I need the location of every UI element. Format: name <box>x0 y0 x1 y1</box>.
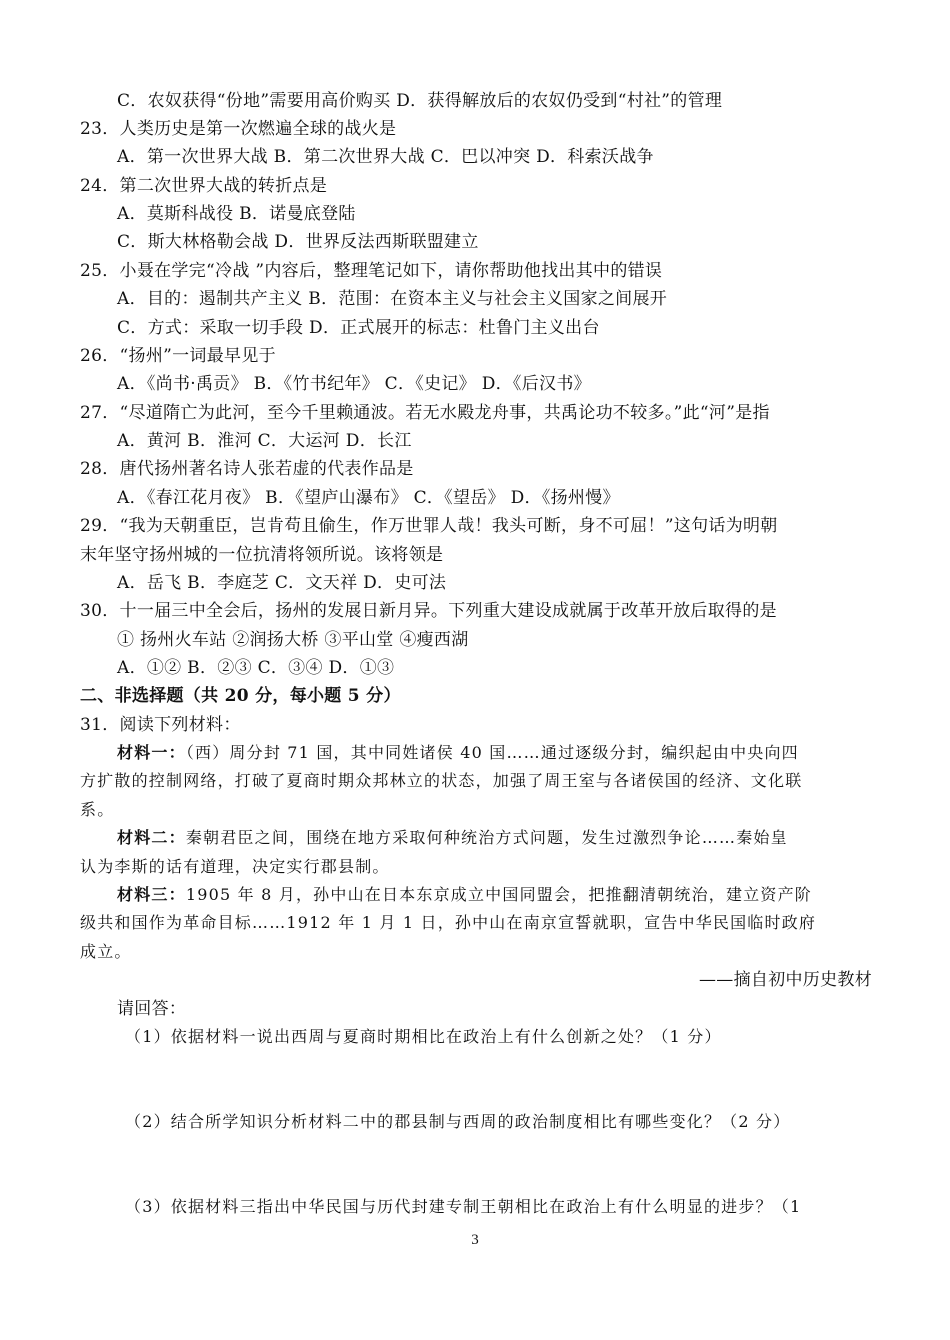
material-1-line-2: 方扩散的控制网络，打破了夏商时期众邦林立的状态，加强了周王室与各诸侯国的经济、文化联 <box>80 771 803 790</box>
q23-stem: 23．人类历史是第一次燃遍全球的战火是 <box>80 119 397 139</box>
q23-options: A．第一次世界大战 B．第二次世界大战 C．巴以冲突 D．科索沃战争 <box>117 147 654 167</box>
q29-options: A．岳飞 B．李庭芝 C．文天祥 D．史可法 <box>117 573 447 593</box>
sub-question-3: （3）依据材料三指出中华民国与历代封建专制王朝相比在政治上有什么明显的进步？（1 <box>125 1197 802 1216</box>
q28-options: A．《春江花月夜》 B．《望庐山瀑布》 C．《望岳》 D．《扬州慢》 <box>117 488 620 508</box>
q24-options-ab: A．莫斯科战役 B．诺曼底登陆 <box>117 204 356 224</box>
material-3-label: 材料三： <box>117 885 186 904</box>
material-2-line-2: 认为李斯的话有道理，决定实行郡县制。 <box>80 857 390 876</box>
q25-options-cd: C．方式：采取一切手段 D．正式展开的标志：杜鲁门主义出台 <box>117 318 600 338</box>
q29-stem: 29．“我为天朝重臣，岂肯苟且偷生，作万世罪人哉！我头可断，身不可屈！”这句话为明朝 <box>80 516 778 536</box>
material-3-line-2: 级共和国作为革命目标……1912 年 1 月 1 日，孙中山在南京宣誓就职，宣告中华民国临时政府 <box>80 913 817 932</box>
material-3-line-3: 成立。 <box>80 942 132 961</box>
section-heading: 二、非选择题（共 20 分，每小题 5 分） <box>80 686 401 706</box>
material-2-line-1 <box>117 828 917 848</box>
q30-stem: 30．十一届三中全会后，扬州的发展日新月异。下列重大建设成就属于改革开放后取得的是 <box>80 601 777 621</box>
q28-stem: 28．唐代扬州著名诗人张若虚的代表作品是 <box>80 459 414 479</box>
q24-options-cd: C．斯大林格勒会战 D．世界反法西斯联盟建立 <box>117 232 479 252</box>
q26-options: A．《尚书·禹贡》 B．《竹书纪年》 C．《史记》 D．《后汉书》 <box>117 374 591 394</box>
material-1-text: （西）周分封 71 国，其中同姓诸侯 40 国……通过逐级分封，编织起由中央向四 <box>185 743 799 762</box>
source-citation: ——摘自初中历史教材 <box>699 970 872 990</box>
q30-options: A．①② B．②③ C．③④ D．①③ <box>117 658 395 678</box>
q31-stem: 31．阅读下列材料： <box>80 715 241 735</box>
q22-options-cd: C．农奴获得“份地”需要用高价购买 D．获得解放后的农奴仍受到“村社”的管理 <box>117 91 723 111</box>
q25-stem: 25．小聂在学完“冷战 ”内容后，整理笔记如下，请你帮助他找出其中的错误 <box>80 261 663 281</box>
q26-stem: 26．“扬州”一词最早见于 <box>80 346 276 366</box>
sub-question-1: （1）依据材料一说出西周与夏商时期相比在政治上有什么创新之处？（1 分） <box>125 1027 722 1046</box>
q27-options: A．黄河 B．淮河 C．大运河 D．长江 <box>117 431 412 451</box>
material-1-line-3: 系。 <box>80 800 115 819</box>
material-1-line-1 <box>117 743 917 763</box>
q29-stem-cont: 末年坚守扬州城的一位抗清将领所说。该将领是 <box>80 545 444 565</box>
page-number: 3 <box>471 1232 479 1248</box>
material-3-line-1 <box>117 885 917 905</box>
q24-stem: 24．第二次世界大战的转折点是 <box>80 176 328 196</box>
material-3-text: 1905 年 8 月，孙中山在日本东京成立中国同盟会，把推翻清朝统治，建立资产阶 <box>185 885 812 904</box>
q30-items: ① 扬州火车站 ②润扬大桥 ③平山堂 ④瘦西湖 <box>117 630 469 650</box>
sub-question-2: （2）结合所学知识分析材料二中的郡县制与西周的政治制度相比有哪些变化？（2 分） <box>125 1112 791 1131</box>
material-1-label: 材料一： <box>117 743 186 762</box>
q25-options-ab: A．目的：遏制共产主义 B．范围：在资本主义与社会主义国家之间展开 <box>117 289 668 309</box>
material-2-text: 秦朝君臣之间，围绕在地方采取何种统治方式问题，发生过激烈争论……秦始皇 <box>185 828 788 847</box>
q27-stem: 27．“尽道隋亡为此河，至今千里赖通波。若无水殿龙舟事，共禹论功不较多。”此“河”是指 <box>80 403 770 423</box>
answer-prompt: 请回答： <box>117 999 187 1019</box>
material-2-label: 材料二： <box>117 828 186 847</box>
